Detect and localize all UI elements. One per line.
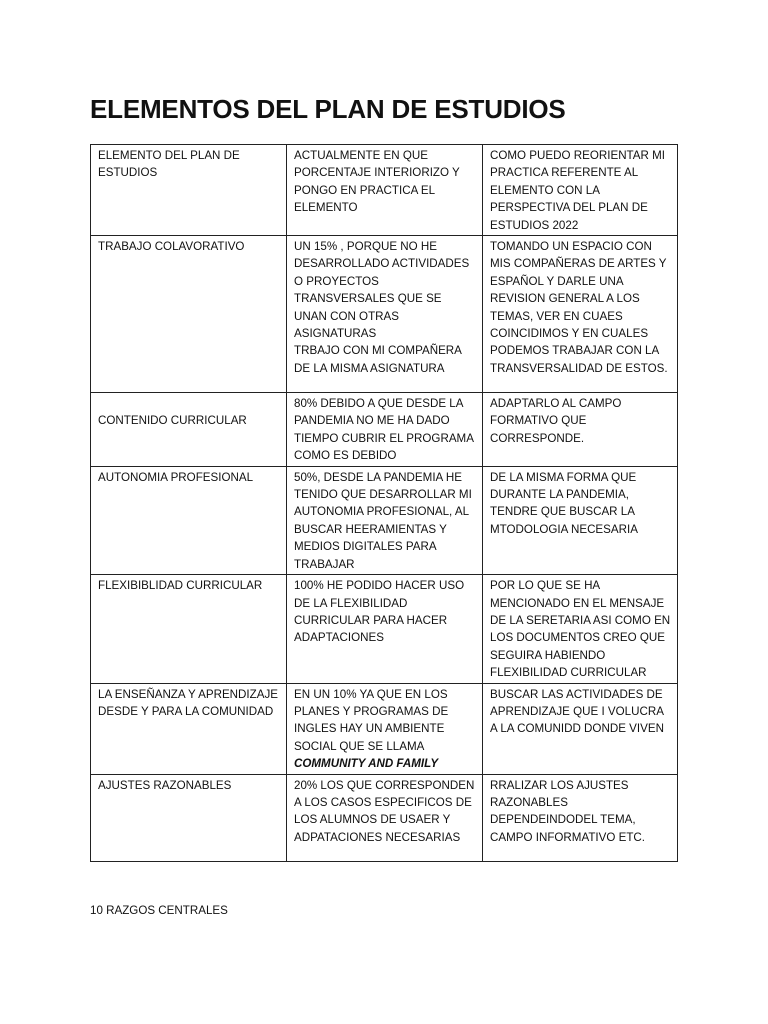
cell-current-text: UN 15% , PORQUE NO HE DESARROLLADO ACTIVIDADES O PROYECTOS TRANSVERSALES QUE SE UNAN CON OTRAS ASIGNATURAS <box>294 240 470 341</box>
cell-element: FLEXIBIBLIDAD CURRICULAR <box>91 575 287 683</box>
page-title: ELEMENTOS DEL PLAN DE ESTUDIOS <box>90 94 566 124</box>
cell-reorient: POR LO QUE SE HA MENCIONADO EN EL MENSAJE DE LA SERETARIA ASI COMO EN LOS DOCUMENTOS CREO QUE SEGUIRA HABIENDO FLEXIBILIDAD CURRICULAR <box>483 575 678 683</box>
table-row <box>91 466 678 574</box>
table-row <box>91 236 678 393</box>
cell-element: LA ENSEÑANZA Y APRENDIZAJE DESDE Y PARA LA COMUNIDAD <box>91 683 287 774</box>
table-row <box>91 393 678 467</box>
cell-current-text: EN UN 10% YA QUE EN LOS PLANES Y PROGRAMAS DE INGLES HAY UN AMBIENTE SOCIAL QUE SE LLAMA <box>294 687 449 753</box>
cell-current: 50%, DESDE LA PANDEMIA HE TENIDO QUE DESARROLLAR MI AUTONOMIA PROFESIONAL, AL BUSCAR HEERAMIENTAS Y MEDIOS DIGITALES PARA TRABAJAR <box>287 466 483 574</box>
table-row <box>91 683 678 774</box>
cell-current-text-2: TRBAJO CON MI COMPAÑERA DE LA MISMA ASIGNATURA <box>294 344 462 375</box>
table-row <box>91 575 678 683</box>
cell-element: AUTONOMIA PROFESIONAL <box>91 466 287 574</box>
cell-reorient: DE LA MISMA FORMA QUE DURANTE LA PANDEMIA, TENDRE QUE BUSCAR LA MTODOLOGIA NECESARIA <box>483 466 678 574</box>
cell-reorient: BUSCAR LAS ACTIVIDADES DE APRENDIZAJE QUE I VOLUCRA A LA COMUNIDD DONDE VIVEN <box>483 683 678 774</box>
cell-current: 80% DEBIDO A QUE DESDE LA PANDEMIA NO ME HA DADO TIEMPO CUBRIR EL PROGRAMA COMO ES DEBIDO <box>287 393 483 467</box>
cell-current: 100% HE PODIDO HACER USO DE LA FLEXIBILIDAD CURRICULAR PARA HACER ADAPTACIONES <box>287 575 483 683</box>
cell-reorient: RRALIZAR LOS AJUSTES RAZONABLES DEPENDEINDODEL TEMA, CAMPO INFORMATIVO ETC. <box>483 774 678 861</box>
cell-reorient: ADAPTARLO AL CAMPO FORMATIVO QUE CORRESPONDE. <box>483 393 678 467</box>
cell-element: TRABAJO COLAVORATIVO <box>91 236 287 393</box>
footer-note: 10 RAZGOS CENTRALES <box>90 904 228 917</box>
cell-current <box>287 683 483 774</box>
plan-table <box>90 144 678 862</box>
header-cell-reorient: COMO PUEDO REORIENTAR MI PRACTICA REFERENTE AL ELEMENTO CON LA PERSPECTIVA DEL PLAN DE ESTUDIOS 2022 <box>483 145 678 236</box>
table-row <box>91 774 678 861</box>
cell-current: 20% LOS QUE CORRESPONDEN A LOS CASOS ESPECIFICOS DE LOS ALUMNOS DE USAER Y ADPATACIONES NECESARIAS <box>287 774 483 861</box>
cell-current <box>287 236 483 393</box>
cell-element: CONTENIDO CURRICULAR <box>91 393 287 467</box>
header-cell-element: ELEMENTO DEL PLAN DE ESTUDIOS <box>91 145 287 236</box>
header-cell-current: ACTUALMENTE EN QUE PORCENTAJE INTERIORIZO Y PONGO EN PRACTICA EL ELEMENTO <box>287 145 483 236</box>
cell-element: AJUSTES RAZONABLES <box>91 774 287 861</box>
cell-current-emphasis: COMMUNITY AND FAMILY <box>294 757 439 771</box>
table-header-row <box>91 145 678 236</box>
cell-reorient: TOMANDO UN ESPACIO CON MIS COMPAÑERAS DE ARTES Y ESPAÑOL Y DARLE UNA REVISION GENERAL A LOS TEMAS, VER EN CUAES COINCIDIMOS Y EN CUALES PODEMOS TRABAJAR CON LA TRANSVERSALIDAD DE ESTOS. <box>483 236 678 393</box>
